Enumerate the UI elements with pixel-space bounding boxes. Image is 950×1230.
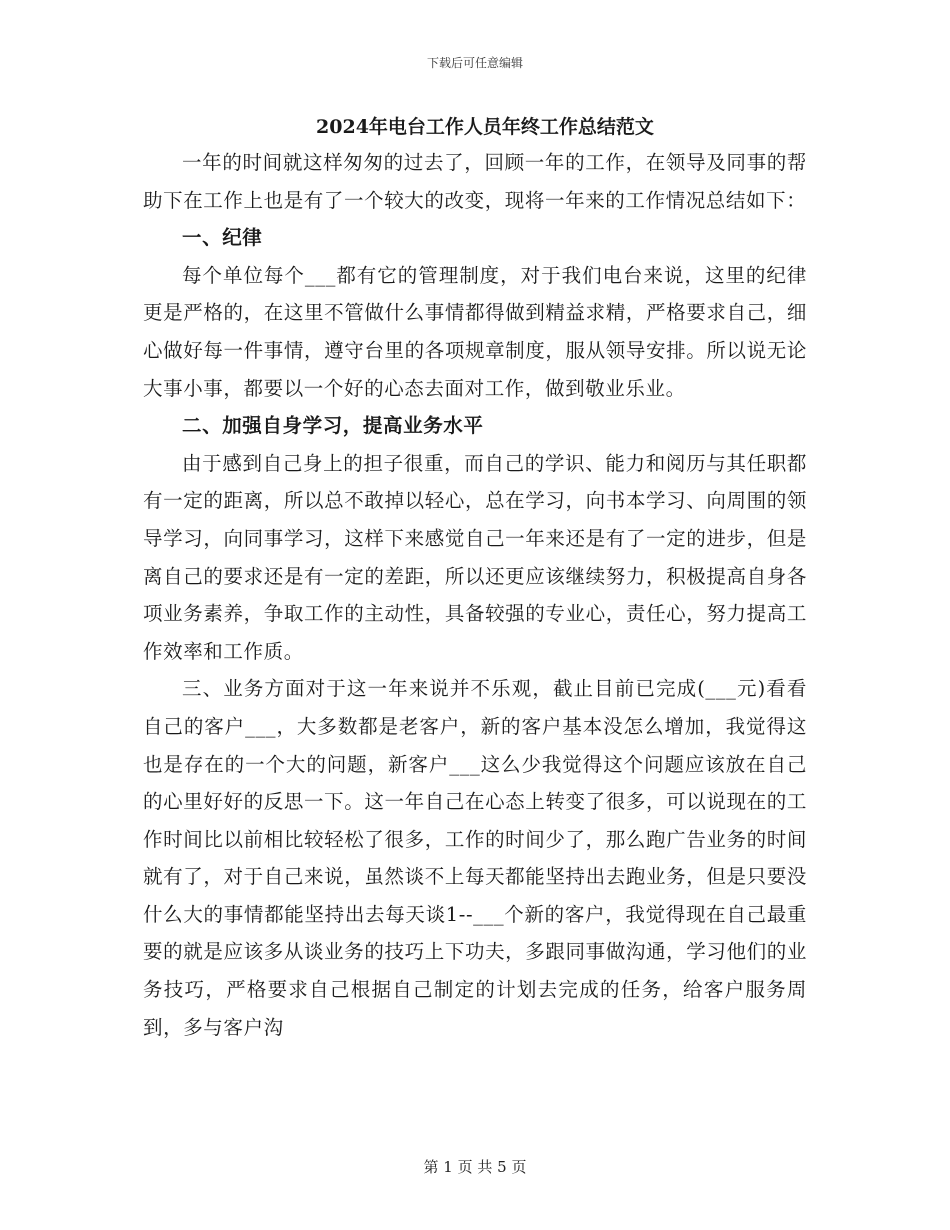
document-body	[143, 110, 807, 1046]
page-header-note: 下载后可任意编辑	[426, 56, 523, 70]
intro-paragraph: 一年的时间就这样匆匆的过去了，回顾一年的工作，在领导及同事的帮助下在工作上也是有了一个较大的改变，现将一年来的工作情况总结如下：	[143, 151, 807, 212]
page-number-indicator: 第 1 页 共 5 页	[423, 1158, 527, 1176]
section-body-discipline: 每个单位每个___都有它的管理制度，对于我们电台来说，这里的纪律更是严格的，在这里不管做什么事情都得做到精益求精，严格要求自己，细心做好每一件事情，遵守台里的各项规章制度，服从领导安排。所以说无论大事小事，都要以一个好的心态去面对工作，做到敬业乐业。	[143, 263, 807, 400]
section-body-business: 三、业务方面对于这一年来说并不乐观，截止目前已完成(___元)看看自己的客户___，大多数都是老客户，新的客户基本没怎么增加，我觉得这也是存在的一个大的问题，新客户___这么少我觉得这个问题应该放在自己的心里好好的反思一下。这一年自己在心态上转变了很多，可以说现在的工作时间比以前相比较轻松了很多，工作的时间少了，那么跑广告业务的时间就有了，对于自己来说，虽然谈不上每天都能坚持出去跑业务，但是只要没什么大的事情都能坚持出去每天谈1--___个新的客户，我觉得现在自己最重要的就是应该多从谈业务的技巧上下功夫，多跟同事做沟通，学习他们的业务技巧，严格要求自己根据自己制定的计划去完成的任务，给客户服务周到，多与客户沟	[143, 677, 807, 1039]
section-body-learning: 由于感到自己身上的担子很重，而自己的学识、能力和阅历与其任职都有一定的距离，所以总不敢掉以轻心，总在学习，向书本学习、向周围的领导学习，向同事学习，这样下来感觉自己一年来还是有了一定的进步，但是离自己的要求还是有一定的差距，所以还更应该继续努力，积极提高自身各项业务素养，争取工作的主动性，具备较强的专业心，责任心，努力提高工作效率和工作质。	[143, 451, 807, 663]
document-title: 2024年电台工作人员年终工作总结范文	[316, 116, 654, 138]
section-heading-learning: 二、加强自身学习，提高业务水平	[182, 414, 484, 438]
section-heading-discipline: 一、纪律	[182, 226, 263, 250]
